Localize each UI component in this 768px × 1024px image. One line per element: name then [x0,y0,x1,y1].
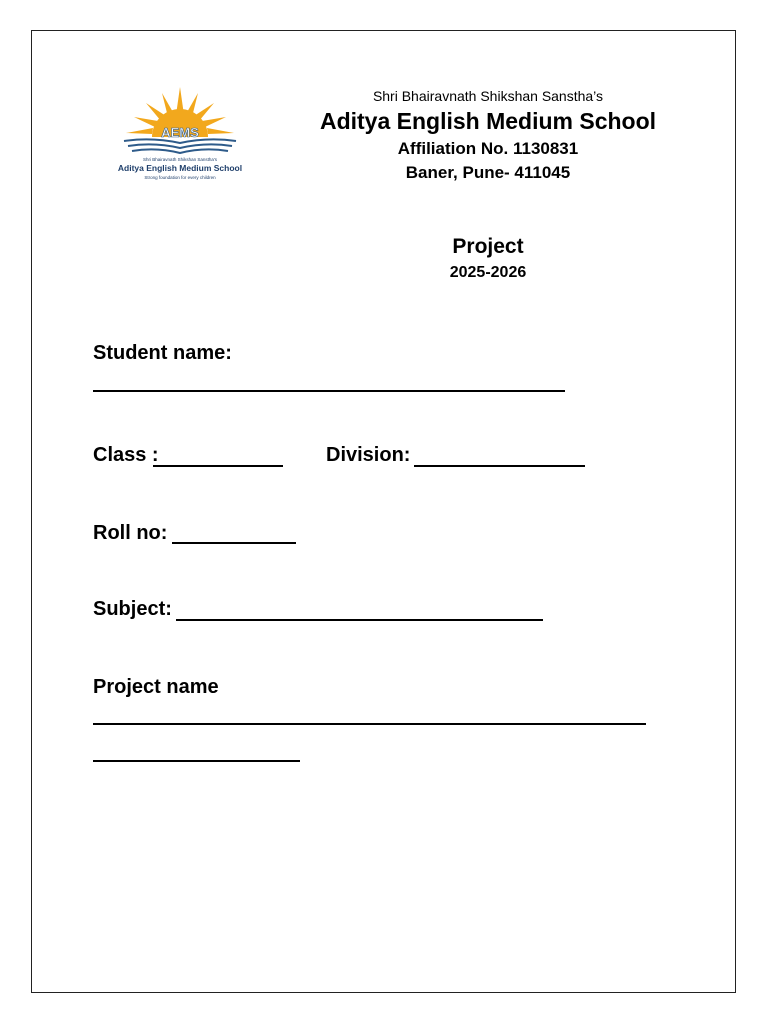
affiliation-number: Affiliation No. 1130831 [397,139,579,158]
student-name-line[interactable] [93,390,565,392]
subject-line[interactable] [176,619,543,621]
student-name-label: Student name: [93,342,232,364]
class-label: Class : [93,444,159,466]
logo-school-name: Aditya English Medium School [118,163,242,173]
division-label: Division: [326,444,411,466]
roll-no-line[interactable] [172,542,296,544]
school-logo [118,85,242,185]
academic-year: 2025-2026 [449,264,527,281]
division-line[interactable] [414,465,585,467]
logo-monogram: AEMS [161,125,199,140]
project-name-label: Project name [93,676,219,698]
school-name: Aditya English Medium School [319,108,657,134]
book-pages-icon [124,139,236,153]
school-address: Baner, Pune- 411045 [405,163,571,182]
document-title: Project [452,235,524,258]
subject-label: Subject: [93,598,172,620]
logo-tagline: Strong foundation for every children [144,175,216,180]
class-line[interactable] [153,465,283,467]
sanstha-name: Shri Bhairavnath Shikshan Sanstha’s [372,88,604,104]
project-name-line-1[interactable] [93,723,646,725]
roll-no-label: Roll no: [93,522,168,544]
logo-sub-line: Shri Bhairavnath Shikshan Sanstha's [143,157,217,162]
project-name-line-2[interactable] [93,760,300,762]
